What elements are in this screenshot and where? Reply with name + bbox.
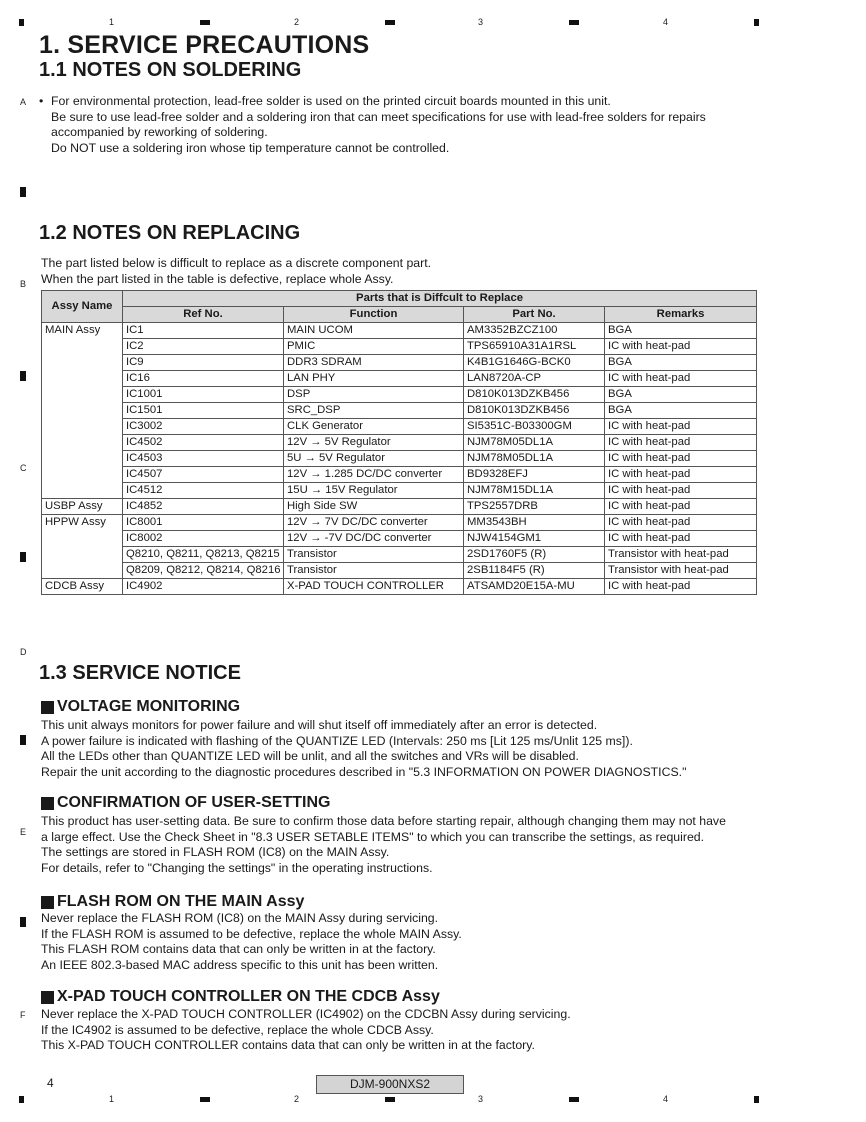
crop-mark — [569, 1097, 579, 1102]
table-row — [42, 387, 757, 403]
crop-mark — [19, 19, 24, 26]
function-cell: SRC_DSP — [284, 403, 464, 419]
assy-name-cell — [42, 403, 123, 419]
crop-mark — [385, 1097, 395, 1102]
subsection-heading — [41, 893, 304, 911]
crop-mark — [20, 371, 26, 381]
parts-group-header: Parts that is Diffcult to Replace — [123, 291, 757, 307]
table-row — [42, 515, 757, 531]
table-row — [42, 323, 757, 339]
assy-name-cell — [42, 355, 123, 371]
assy-name-cell — [42, 467, 123, 483]
ref-no-cell: IC4902 — [123, 579, 284, 595]
square-bullet-icon — [41, 991, 54, 1004]
assy-name-header: Assy Name — [42, 291, 123, 323]
subsection-title: CONFIRMATION OF USER-SETTING — [57, 794, 331, 811]
part-no-cell: NJW4154GM1 — [464, 531, 605, 547]
part-no-cell: NJM78M15DL1A — [464, 483, 605, 499]
table-row — [42, 403, 757, 419]
part-no-cell: D810K013DZKB456 — [464, 387, 605, 403]
part-no-cell: BD9328EFJ — [464, 467, 605, 483]
assy-name-cell: HPPW Assy — [42, 515, 123, 531]
text-line: Never replace the FLASH ROM (IC8) on the MAIN Assy during servicing. — [41, 911, 439, 925]
text-line: This X-PAD TOUCH CONTROLLER contains data that can only be written in at the factory. — [41, 1038, 535, 1053]
remarks-cell: Transistor with heat-pad — [605, 547, 757, 563]
ref-no-cell: IC4507 — [123, 467, 284, 483]
page-title: 1. SERVICE PRECAUTIONS — [39, 31, 370, 59]
square-bullet-icon — [41, 797, 54, 810]
function-cell: Transistor — [284, 547, 464, 563]
column-number: 3 — [478, 17, 484, 27]
text-line: a large effect. Use the Check Sheet in "8.3 USER SETABLE ITEMS" to which you can transcribe the settings, as required. — [41, 829, 705, 844]
assy-name-cell — [42, 371, 123, 387]
row-letter: B — [20, 279, 27, 289]
remarks-cell: IC with heat-pad — [605, 451, 757, 467]
subsection-title: VOLTAGE MONITORING — [57, 698, 241, 715]
crop-mark — [20, 187, 26, 197]
ref-no-cell: IC8002 — [123, 531, 284, 547]
remarks-cell: BGA — [605, 355, 757, 371]
square-bullet-icon — [41, 896, 54, 909]
table-row — [42, 579, 757, 595]
assy-name-cell — [42, 451, 123, 467]
remarks-cell: IC with heat-pad — [605, 499, 757, 515]
part-no-cell: 2SD1760F5 (R) — [464, 547, 605, 563]
table-row — [42, 371, 757, 387]
function-cell: 12V → 5V Regulator — [284, 435, 464, 451]
table-row — [42, 547, 757, 563]
crop-mark — [754, 1096, 759, 1103]
subsection-heading — [41, 988, 440, 1006]
ref-no-cell: IC1001 — [123, 387, 284, 403]
table-row — [42, 419, 757, 435]
text-line: If the FLASH ROM is assumed to be defective, replace the whole MAIN Assy. — [41, 926, 462, 941]
part-no-cell: AM3352BZCZ100 — [464, 323, 605, 339]
part-no-cell: 2SB1184F5 (R) — [464, 563, 605, 579]
text-line: A power failure is indicated with flashing of the QUANTIZE LED (Intervals: 250 ms [Lit 125 ms/Unlit 125 ms]). — [41, 733, 633, 748]
assy-name-cell — [42, 563, 123, 579]
assy-name-cell — [42, 547, 123, 563]
part-no-cell: NJM78M05DL1A — [464, 451, 605, 467]
crop-mark — [20, 735, 26, 745]
flash-rom-text — [41, 911, 462, 973]
text-line: This product has user-setting data. Be sure to confirm those data before starting repair, although changing them may not have — [41, 814, 726, 828]
crop-mark — [385, 20, 395, 25]
column-number: 1 — [109, 17, 115, 27]
part-no-cell: MM3543BH — [464, 515, 605, 531]
text-line: Be sure to use lead-free solder and a soldering iron that can meet specifications for use with lead-free solders for repairs — [51, 109, 706, 124]
ref-no-cell: IC9 — [123, 355, 284, 371]
column-header: Remarks — [605, 307, 757, 323]
table-row — [42, 435, 757, 451]
column-number: 1 — [109, 1094, 115, 1104]
ref-no-cell: IC4852 — [123, 499, 284, 515]
assy-name-cell — [42, 419, 123, 435]
remarks-cell: BGA — [605, 323, 757, 339]
function-cell: 12V → -7V DC/DC converter — [284, 531, 464, 547]
ref-no-cell: IC1501 — [123, 403, 284, 419]
ref-no-cell: Q8210, Q8211, Q8213, Q8215 — [123, 547, 284, 563]
text-line: Never replace the X-PAD TOUCH CONTROLLER (IC4902) on the CDCBN Assy during servicing. — [41, 1007, 571, 1021]
ref-no-cell: IC8001 — [123, 515, 284, 531]
assy-name-cell — [42, 339, 123, 355]
user-setting-text — [41, 814, 726, 876]
crop-mark — [200, 20, 210, 25]
function-cell: 15U → 15V Regulator — [284, 483, 464, 499]
function-cell: Transistor — [284, 563, 464, 579]
ref-no-cell: IC3002 — [123, 419, 284, 435]
part-no-cell: TPS2557DRB — [464, 499, 605, 515]
xpad-controller-text — [41, 1007, 571, 1054]
remarks-cell: BGA — [605, 403, 757, 419]
part-no-cell: D810K013DZKB456 — [464, 403, 605, 419]
crop-mark — [569, 20, 579, 25]
assy-name-cell — [42, 531, 123, 547]
text-line: The part listed below is difficult to replace as a discrete component part. — [41, 256, 432, 270]
part-no-cell: TPS65910A31A1RSL — [464, 339, 605, 355]
remarks-cell: IC with heat-pad — [605, 515, 757, 531]
table-row — [42, 483, 757, 499]
text-line: For environmental protection, lead-free solder is used on the printed circuit boards mounted in this unit. — [51, 94, 611, 108]
column-number: 2 — [294, 1094, 300, 1104]
assy-name-cell: CDCB Assy — [42, 579, 123, 595]
function-cell: 12V → 1.285 DC/DC converter — [284, 467, 464, 483]
crop-mark — [20, 917, 26, 927]
row-letter: D — [20, 647, 27, 657]
ref-no-cell: IC4502 — [123, 435, 284, 451]
subsection-heading — [41, 794, 330, 812]
remarks-cell: IC with heat-pad — [605, 467, 757, 483]
table-row — [42, 355, 757, 371]
remarks-cell: IC with heat-pad — [605, 419, 757, 435]
assy-name-cell — [42, 435, 123, 451]
subsection-title: FLASH ROM ON THE MAIN Assy — [57, 893, 305, 910]
remarks-cell: IC with heat-pad — [605, 339, 757, 355]
ref-no-cell: IC2 — [123, 339, 284, 355]
column-number: 4 — [663, 17, 669, 27]
table-row — [42, 451, 757, 467]
text-line: If the IC4902 is assumed to be defective, replace the whole CDCB Assy. — [41, 1022, 434, 1037]
remarks-cell: Transistor with heat-pad — [605, 563, 757, 579]
part-no-cell: ATSAMD20E15A-MU — [464, 579, 605, 595]
crop-mark — [754, 19, 759, 26]
function-cell: PMIC — [284, 339, 464, 355]
remarks-cell: IC with heat-pad — [605, 483, 757, 499]
assy-name-cell: MAIN Assy — [42, 323, 123, 339]
section-heading-replacing: 1.2 NOTES ON REPLACING — [39, 222, 301, 244]
section-heading-notice: 1.3 SERVICE NOTICE — [39, 662, 241, 684]
assy-name-cell — [42, 387, 123, 403]
row-letter: C — [20, 463, 27, 473]
ref-no-cell: IC4512 — [123, 483, 284, 499]
assy-name-cell — [42, 483, 123, 499]
text-line: Do NOT use a soldering iron whose tip temperature cannot be controlled. — [51, 140, 450, 155]
text-line: All the LEDs other than QUANTIZE LED will be unlit, and all the switches and VRs will be disabled. — [41, 749, 579, 764]
model-label: DJM-900NXS2 — [316, 1075, 464, 1094]
column-header: Function — [284, 307, 464, 323]
function-cell: LAN PHY — [284, 371, 464, 387]
text-line: For details, refer to "Changing the settings" in the operating instructions. — [41, 860, 433, 875]
function-cell: High Side SW — [284, 499, 464, 515]
remarks-cell: IC with heat-pad — [605, 435, 757, 451]
table-row — [42, 499, 757, 515]
row-letter: A — [20, 97, 27, 107]
text-line: An IEEE 802.3-based MAC address specific to this unit has been written. — [41, 957, 439, 972]
column-header: Ref No. — [123, 307, 284, 323]
ref-no-cell: IC4503 — [123, 451, 284, 467]
subsection-heading — [41, 698, 240, 716]
soldering-notes — [51, 94, 771, 156]
remarks-cell: IC with heat-pad — [605, 531, 757, 547]
function-cell: 12V → 7V DC/DC converter — [284, 515, 464, 531]
function-cell: 5U → 5V Regulator — [284, 451, 464, 467]
ref-no-cell: IC16 — [123, 371, 284, 387]
square-bullet-icon — [41, 701, 54, 714]
table-row — [42, 531, 757, 547]
function-cell: DSP — [284, 387, 464, 403]
section-heading-soldering: 1.1 NOTES ON SOLDERING — [39, 59, 302, 81]
function-cell: DDR3 SDRAM — [284, 355, 464, 371]
crop-mark — [20, 552, 26, 562]
table-row — [42, 339, 757, 355]
row-letter: F — [20, 1010, 26, 1020]
assy-name-cell: USBP Assy — [42, 499, 123, 515]
ref-no-cell: Q8209, Q8212, Q8214, Q8216 — [123, 563, 284, 579]
function-cell: MAIN UCOM — [284, 323, 464, 339]
remarks-cell: BGA — [605, 387, 757, 403]
text-line: The settings are stored in FLASH ROM (IC8) on the MAIN Assy. — [41, 845, 390, 860]
text-line: This FLASH ROM contains data that can only be written in at the factory. — [41, 942, 436, 957]
column-number: 3 — [478, 1094, 484, 1104]
bullet-marker: • — [39, 94, 44, 108]
voltage-monitoring-text — [41, 718, 686, 780]
subsection-title: X-PAD TOUCH CONTROLLER ON THE CDCB Assy — [57, 988, 440, 1005]
replacing-intro — [41, 256, 431, 287]
ref-no-cell: IC1 — [123, 323, 284, 339]
column-header: Part No. — [464, 307, 605, 323]
parts-table — [41, 290, 757, 595]
function-cell: X-PAD TOUCH CONTROLLER — [284, 579, 464, 595]
part-no-cell: NJM78M05DL1A — [464, 435, 605, 451]
function-cell: CLK Generator — [284, 419, 464, 435]
text-line: Repair the unit according to the diagnostic procedures described in "5.3 INFORMATION ON POWER DIAGNOSTICS." — [41, 764, 687, 779]
page-number: 4 — [47, 1076, 54, 1090]
column-number: 2 — [294, 17, 300, 27]
crop-mark — [19, 1096, 24, 1103]
text-line: When the part listed in the table is defective, replace whole Assy. — [41, 271, 394, 286]
part-no-cell: SI5351C-B03300GM — [464, 419, 605, 435]
part-no-cell: LAN8720A-CP — [464, 371, 605, 387]
crop-mark — [200, 1097, 210, 1102]
part-no-cell: K4B1G1646G-BCK0 — [464, 355, 605, 371]
remarks-cell: IC with heat-pad — [605, 371, 757, 387]
table-row — [42, 563, 757, 579]
remarks-cell: IC with heat-pad — [605, 579, 757, 595]
row-letter: E — [20, 827, 27, 837]
column-number: 4 — [663, 1094, 669, 1104]
table-row — [42, 467, 757, 483]
text-line: This unit always monitors for power failure and will shut itself off immediately after an error is detected. — [41, 718, 598, 732]
text-line: accompanied by reworking of soldering. — [51, 125, 268, 140]
